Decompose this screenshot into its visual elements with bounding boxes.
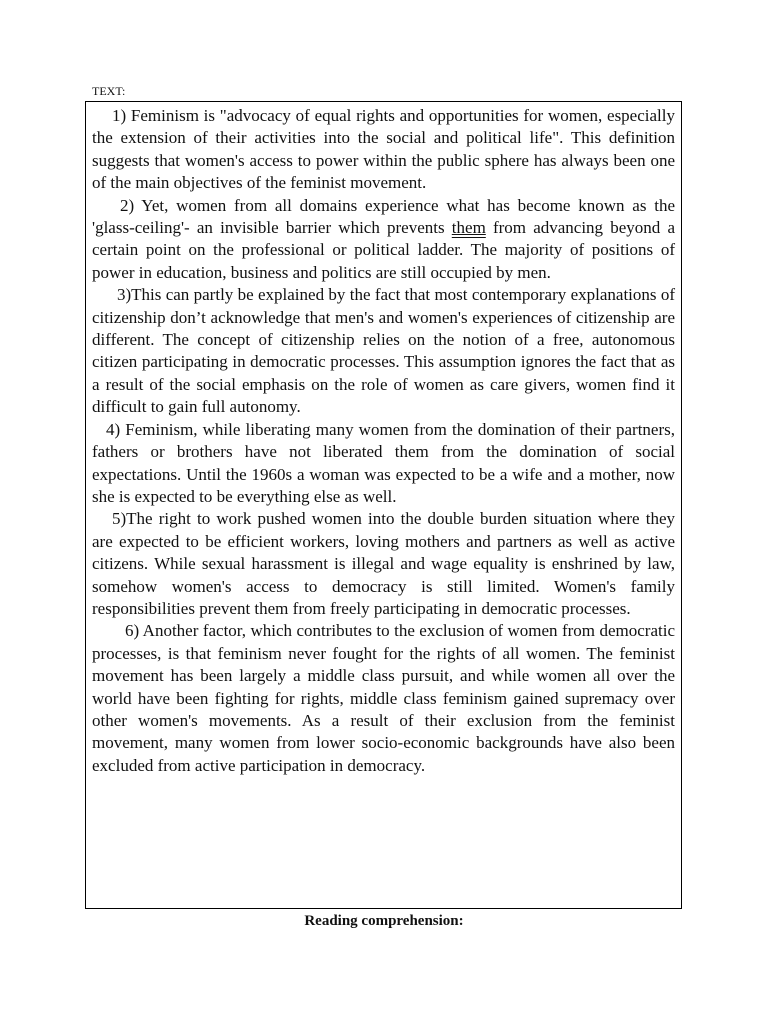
text-box	[85, 101, 682, 909]
paragraph-2-after: from advancing beyond a certain point on the professional or political ladder. The majority of positions of power in education, business and politics are still occupied by men.	[92, 218, 675, 282]
paragraph-6: 6) Another factor, which contributes to the exclusion of women from democratic processes, is that feminism never fought for the rights of all women. The feminist movement has been largely a middle class pursuit, and while women all over the world have been fighting for rights, middle class feminism gained supremacy over other women's movements. As a result of their exclusion from the feminist movement, many women from lower socio-economic backgrounds have also been excluded from active participation in democracy.	[92, 621, 675, 775]
underlined-word-them: them	[451, 218, 486, 238]
paragraph-4: 4) Feminism, while liberating many women from the domination of their partners, fathers or brothers have not liberated them from the domination of social expectations. Until the 1960s a woman was expected to be a wife and a mother, now she is expected to be everything else as well.	[92, 419, 675, 506]
paragraph-5: 5)The right to work pushed women into the double burden situation where they are expected to be efficient workers, loving mothers and partners as well as active citizens. While sexual harassment is illegal and wage equality is enshrined by law, somehow women's access to democracy is still limited. Women's family responsibilities prevent them from freely participating in democratic processes.	[92, 509, 675, 618]
paragraph-2	[92, 195, 675, 285]
paragraph-1: 1) Feminism is "advocacy of equal rights and opportunities for women, especially the extension of their activities into the social and political life". This definition suggests that women's access to power within the public sphere has always been one of the main objectives of the feminist movement.	[92, 106, 675, 193]
paragraph-3: 3)This can partly be explained by the fact that most contemporary explanations of citizenship don’t acknowledge that men's and women's experiences of citizenship are different. The concept of citizenship relies on the notion of a free, autonomous citizen participating in democratic processes. This assumption ignores the fact that as a result of the social emphasis on the role of women as care givers, women find it difficult to gain full autonomy.	[92, 285, 675, 417]
text-label: TEXT:	[92, 84, 126, 98]
paragraph-2-before: 2) Yet, women from all domains experience what has become known as the 'glass-ceiling'- an invisible barrier which prevents	[92, 195, 675, 238]
reading-comprehension-heading: Reading comprehension:	[304, 913, 464, 929]
